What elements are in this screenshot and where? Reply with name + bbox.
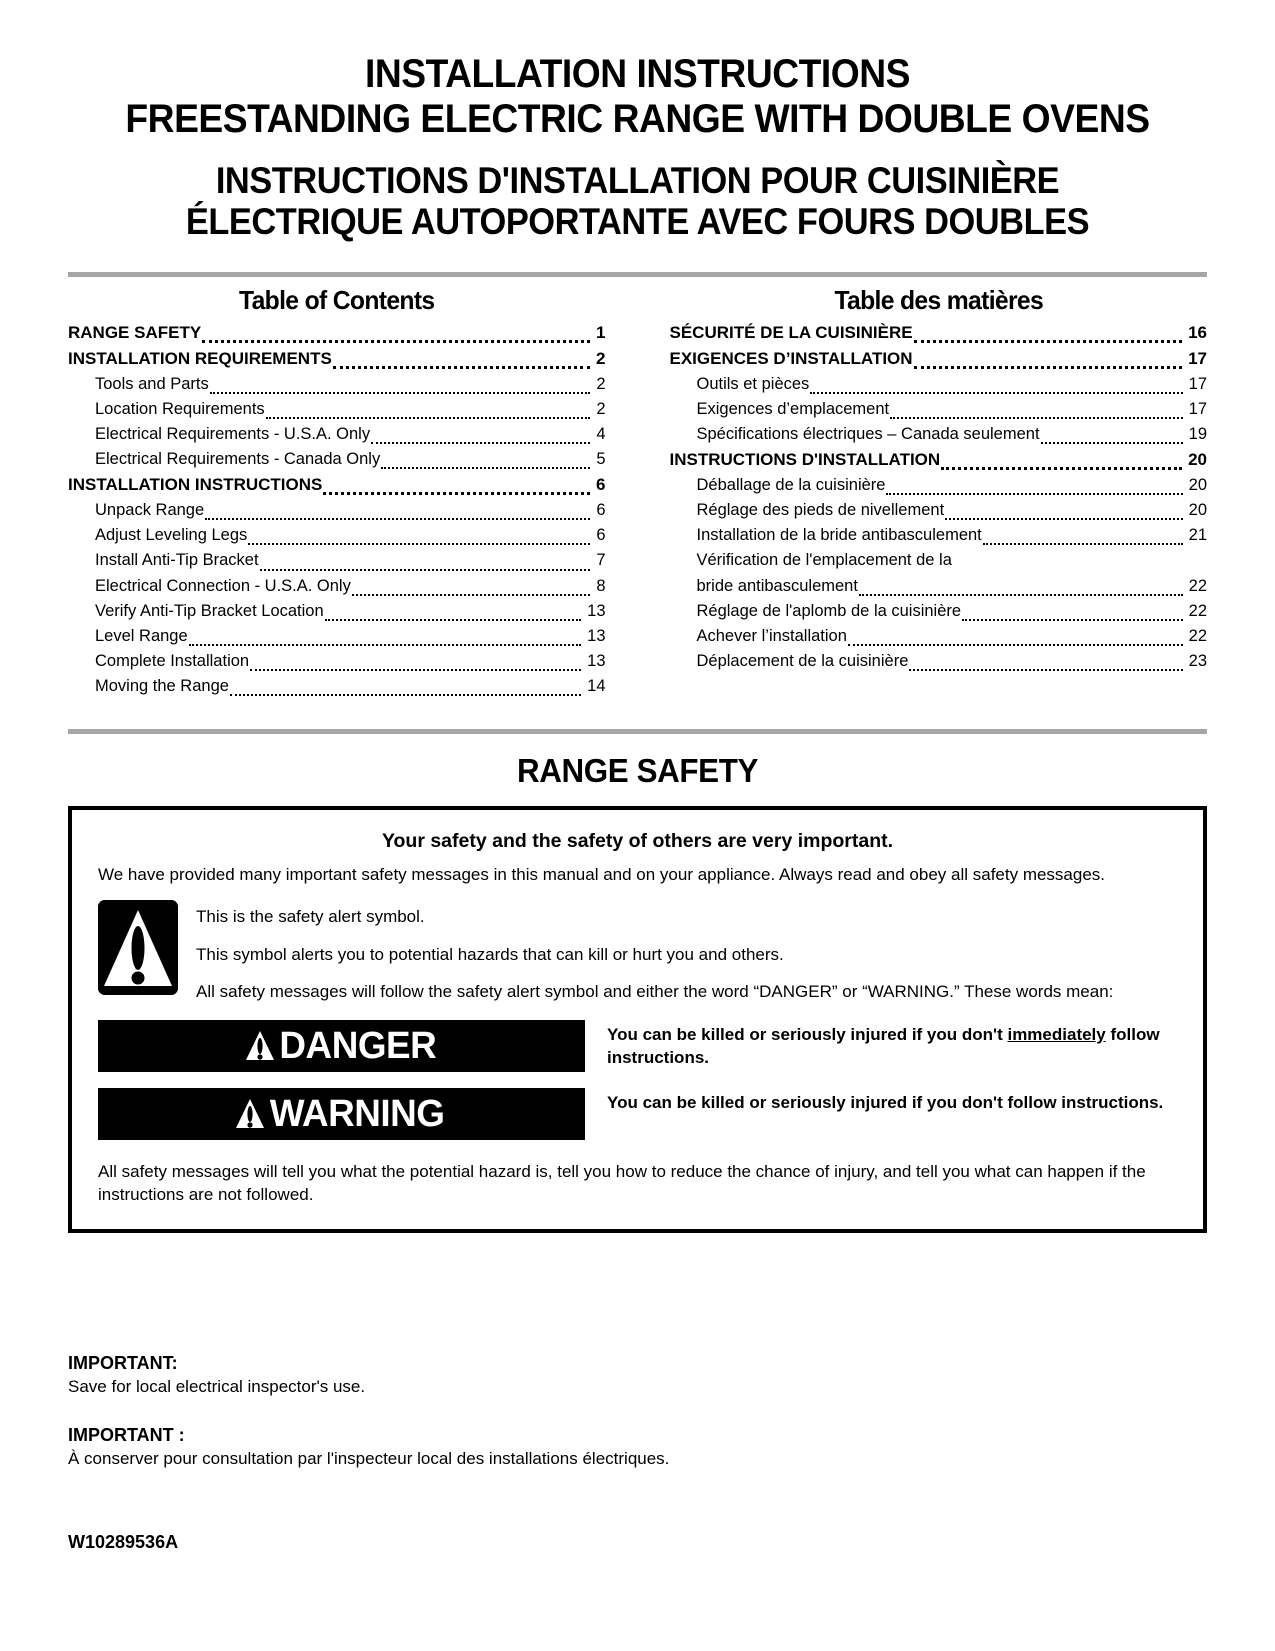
toc-leader-dots xyxy=(202,340,590,343)
danger-signal-bar xyxy=(98,1020,585,1072)
toc-entry-page: 20 xyxy=(1188,450,1207,470)
toc-leader-dots xyxy=(1041,442,1183,444)
toc-entry-page: 5 xyxy=(596,450,606,469)
toc-entry-page: 2 xyxy=(596,400,606,419)
warning-signal-bar xyxy=(98,1088,585,1140)
document-title-block xyxy=(68,0,1207,242)
toc-leader-dots xyxy=(266,417,591,419)
toc-entry-page: 14 xyxy=(587,676,606,695)
toc-entry-page: 8 xyxy=(596,576,606,595)
toc-entry[interactable] xyxy=(68,422,606,447)
toc-entry-label: Spécifications électriques – Canada seulement xyxy=(696,425,1040,444)
toc-entry[interactable] xyxy=(670,473,1208,498)
danger-description-emphasis: immediately xyxy=(1007,1024,1106,1044)
toc-entry-label: Achever l’installation xyxy=(696,626,847,645)
toc-entry-label: Vérification de l'emplacement de la xyxy=(696,551,952,570)
toc-entry-page: 6 xyxy=(596,475,606,495)
toc-entry-label: Exigences d’emplacement xyxy=(696,400,890,419)
toc-entry[interactable] xyxy=(670,624,1208,649)
toc-entry[interactable] xyxy=(670,548,1208,573)
danger-description-part1: You can be killed or seriously injured if you don't xyxy=(607,1024,1008,1044)
toc-entry[interactable] xyxy=(670,599,1208,624)
toc-entry-page: 1 xyxy=(596,323,606,343)
toc-leader-dots xyxy=(945,518,1182,520)
toc-leader-dots xyxy=(914,366,1183,369)
toc-entry[interactable] xyxy=(670,498,1208,523)
important-english-heading: IMPORTANT: xyxy=(68,1352,178,1373)
toc-entry-page: 17 xyxy=(1188,349,1207,369)
toc-entry[interactable] xyxy=(670,649,1208,674)
toc-entry-label: Electrical Connection - U.S.A. Only xyxy=(95,576,351,595)
toc-french-heading: Table des matières xyxy=(833,285,1043,316)
toc-leader-dots xyxy=(848,644,1183,646)
toc-english-column xyxy=(68,285,638,698)
toc-entry-page: 13 xyxy=(587,626,606,645)
toc-leader-dots xyxy=(333,366,590,369)
toc-leader-dots xyxy=(205,518,590,520)
safety-intro-text: We have provided many important safety messages in this manual and on your appliance. Always read and obey all safety messages. xyxy=(98,864,1106,884)
toc-entry-page: 22 xyxy=(1188,626,1207,645)
toc-leader-dots xyxy=(859,594,1183,596)
toc-french-column xyxy=(638,285,1208,698)
toc-entry-page: 17 xyxy=(1188,400,1207,419)
toc-entry[interactable] xyxy=(68,624,606,649)
important-french-heading: IMPORTANT : xyxy=(68,1424,185,1445)
title-french-line-1: INSTRUCTIONS D'INSTALLATION POUR CUISINIÈRE xyxy=(215,159,1060,201)
toc-entry-label: Déballage de la cuisinière xyxy=(696,476,886,495)
toc-entry-page: 13 xyxy=(587,601,606,620)
warning-description: You can be killed or seriously injured if you don't follow instructions. xyxy=(607,1092,1164,1112)
danger-alert-triangle-icon xyxy=(245,1029,275,1062)
important-french-body: À conserver pour consultation par l'inspecteur local des installations électriques. xyxy=(68,1448,670,1468)
safety-alert-line-1: This is the safety alert symbol. xyxy=(196,907,425,927)
toc-entry-label: RANGE SAFETY xyxy=(68,323,202,343)
toc-leader-dots xyxy=(189,644,581,646)
toc-entry-label: Verify Anti-Tip Bracket Location xyxy=(95,601,324,620)
toc-entry[interactable] xyxy=(68,523,606,548)
toc-entry-page: 20 xyxy=(1188,501,1207,520)
model-code: W10289536A xyxy=(68,1532,179,1553)
toc-entry-page: 22 xyxy=(1188,601,1207,620)
toc-entry-page: 7 xyxy=(596,551,606,570)
title-english-line-2: FREESTANDING ELECTRIC RANGE WITH DOUBLE OVENS xyxy=(125,96,1150,141)
toc-entry-label: Electrical Requirements - Canada Only xyxy=(95,450,381,469)
toc-leader-dots xyxy=(962,619,1183,621)
toc-entry[interactable] xyxy=(68,320,606,346)
toc-leader-dots xyxy=(941,467,1182,470)
toc-leader-dots xyxy=(371,442,590,444)
toc-leader-dots xyxy=(886,493,1182,495)
safety-alert-text-group xyxy=(196,900,1177,1003)
toc-entry-label: Unpack Range xyxy=(95,501,205,520)
toc-entry[interactable] xyxy=(68,649,606,674)
toc-entry-label: SÉCURITÉ DE LA CUISINIÈRE xyxy=(669,323,913,343)
toc-entry[interactable] xyxy=(68,498,606,523)
toc-entry[interactable] xyxy=(68,372,606,397)
toc-french-list xyxy=(670,320,1208,673)
toc-entry-page: 21 xyxy=(1188,526,1207,545)
toc-leader-dots xyxy=(250,669,581,671)
toc-entry-label: Tools and Parts xyxy=(95,375,209,394)
toc-leader-dots xyxy=(248,543,590,545)
toc-entry-label: Outils et pièces xyxy=(696,375,810,394)
toc-entry[interactable] xyxy=(68,574,606,599)
toc-leader-dots xyxy=(983,543,1183,545)
toc-leader-dots xyxy=(352,594,590,596)
toc-entry-label: INSTALLATION INSTRUCTIONS xyxy=(68,475,323,495)
toc-entry-label: INSTALLATION REQUIREMENTS xyxy=(68,349,332,369)
toc-leader-dots xyxy=(323,492,590,495)
toc-entry-label: Adjust Leveling Legs xyxy=(95,526,248,545)
toc-entry-label: Réglage des pieds de nivellement xyxy=(696,501,945,520)
safety-message-box xyxy=(68,806,1207,1233)
warning-alert-triangle-icon xyxy=(235,1097,265,1130)
toc-leader-dots xyxy=(810,392,1182,394)
toc-entry-page: 2 xyxy=(596,375,606,394)
toc-entry-page: 23 xyxy=(1188,651,1207,670)
important-notes xyxy=(68,1353,1207,1554)
toc-english-heading: Table of Contents xyxy=(239,285,435,316)
toc-entry-page: 2 xyxy=(596,349,606,369)
toc-entry-label: Location Requirements xyxy=(95,400,265,419)
toc-entry-label: Réglage de l'aplomb de la cuisinière xyxy=(696,601,962,620)
toc-entry[interactable] xyxy=(670,574,1208,599)
toc-entry-page: 19 xyxy=(1188,425,1207,444)
toc-leader-dots xyxy=(914,340,1183,343)
toc-entry-page: 4 xyxy=(596,425,606,444)
toc-entry[interactable] xyxy=(670,447,1208,473)
toc-entry-page: 6 xyxy=(596,501,606,520)
toc-entry-label: Complete Installation xyxy=(95,651,250,670)
toc-entry[interactable] xyxy=(670,372,1208,397)
toc-entry[interactable] xyxy=(68,548,606,573)
toc-entry-label: INSTRUCTIONS D'INSTALLATION xyxy=(669,450,941,470)
toc-entry-label: Moving the Range xyxy=(95,676,229,695)
toc-entry[interactable] xyxy=(68,346,606,372)
title-french-line-2: ÉLECTRIQUE AUTOPORTANTE AVEC FOURS DOUBLES xyxy=(185,201,1090,243)
toc-entry-label: bride antibasculement xyxy=(696,576,858,595)
toc-entry-page: 22 xyxy=(1188,576,1207,595)
toc-english-list xyxy=(68,320,606,698)
toc-entry-page: 13 xyxy=(587,651,606,670)
toc-entry-label: Installation de la bride antibasculement xyxy=(696,526,982,545)
toc-entry-page: 17 xyxy=(1188,375,1207,394)
toc-entry-label: Electrical Requirements - U.S.A. Only xyxy=(95,425,371,444)
section-title-range-safety: RANGE SAFETY xyxy=(516,751,759,789)
danger-description-part2: follow instructions. xyxy=(607,1024,1160,1068)
important-note-french xyxy=(68,1425,1207,1471)
safety-footer-text: All safety messages will tell you what the potential hazard is, tell you how to reduce the chance of injury, and tell you what can happen if the instructions are not followed. xyxy=(98,1161,1146,1205)
divider-top xyxy=(68,272,1207,277)
danger-signal-row xyxy=(98,1020,1177,1072)
title-english-line-1: INSTALLATION INSTRUCTIONS xyxy=(365,52,910,96)
divider-section xyxy=(68,729,1207,734)
warning-signal-row xyxy=(98,1088,1177,1140)
danger-description xyxy=(607,1020,1177,1070)
toc-entry-page: 20 xyxy=(1188,476,1207,495)
table-of-contents xyxy=(68,285,1207,698)
toc-entry-label: EXIGENCES D’INSTALLATION xyxy=(669,349,913,369)
toc-leader-dots xyxy=(325,619,581,621)
toc-entry[interactable] xyxy=(670,320,1208,346)
important-english-body: Save for local electrical inspector's use. xyxy=(68,1376,366,1396)
toc-entry-page: 6 xyxy=(596,526,606,545)
safety-alert-row xyxy=(98,900,1177,1003)
important-note-english xyxy=(68,1353,1207,1399)
toc-entry-label: Level Range xyxy=(95,626,188,645)
toc-entry[interactable] xyxy=(670,523,1208,548)
toc-entry-page: 16 xyxy=(1188,323,1207,343)
toc-leader-dots xyxy=(260,569,591,571)
toc-entry-label: Install Anti-Tip Bracket xyxy=(95,551,259,570)
toc-leader-dots xyxy=(890,417,1183,419)
toc-entry[interactable] xyxy=(670,397,1208,422)
toc-entry[interactable] xyxy=(68,447,606,472)
toc-leader-dots xyxy=(230,694,581,696)
toc-entry-label: Déplacement de la cuisinière xyxy=(696,651,909,670)
warning-label: WARNING xyxy=(270,1092,445,1135)
toc-entry[interactable] xyxy=(68,674,606,699)
toc-entry[interactable] xyxy=(68,472,606,498)
safety-headline: Your safety and the safety of others are very important. xyxy=(381,829,894,852)
toc-entry[interactable] xyxy=(68,599,606,624)
toc-leader-dots xyxy=(210,392,591,394)
safety-alert-line-2: This symbol alerts you to potential hazards that can kill or hurt you and others. xyxy=(196,944,784,964)
safety-alert-line-3: All safety messages will follow the safety alert symbol and either the word “DANGER” or “WARNING.” These words mean: xyxy=(196,982,1114,1002)
toc-leader-dots xyxy=(909,669,1182,671)
toc-entry[interactable] xyxy=(670,346,1208,372)
safety-alert-triangle-icon xyxy=(98,900,178,995)
danger-label: DANGER xyxy=(279,1024,436,1067)
toc-entry[interactable] xyxy=(68,397,606,422)
toc-entry[interactable] xyxy=(670,422,1208,447)
toc-leader-dots xyxy=(381,467,590,469)
